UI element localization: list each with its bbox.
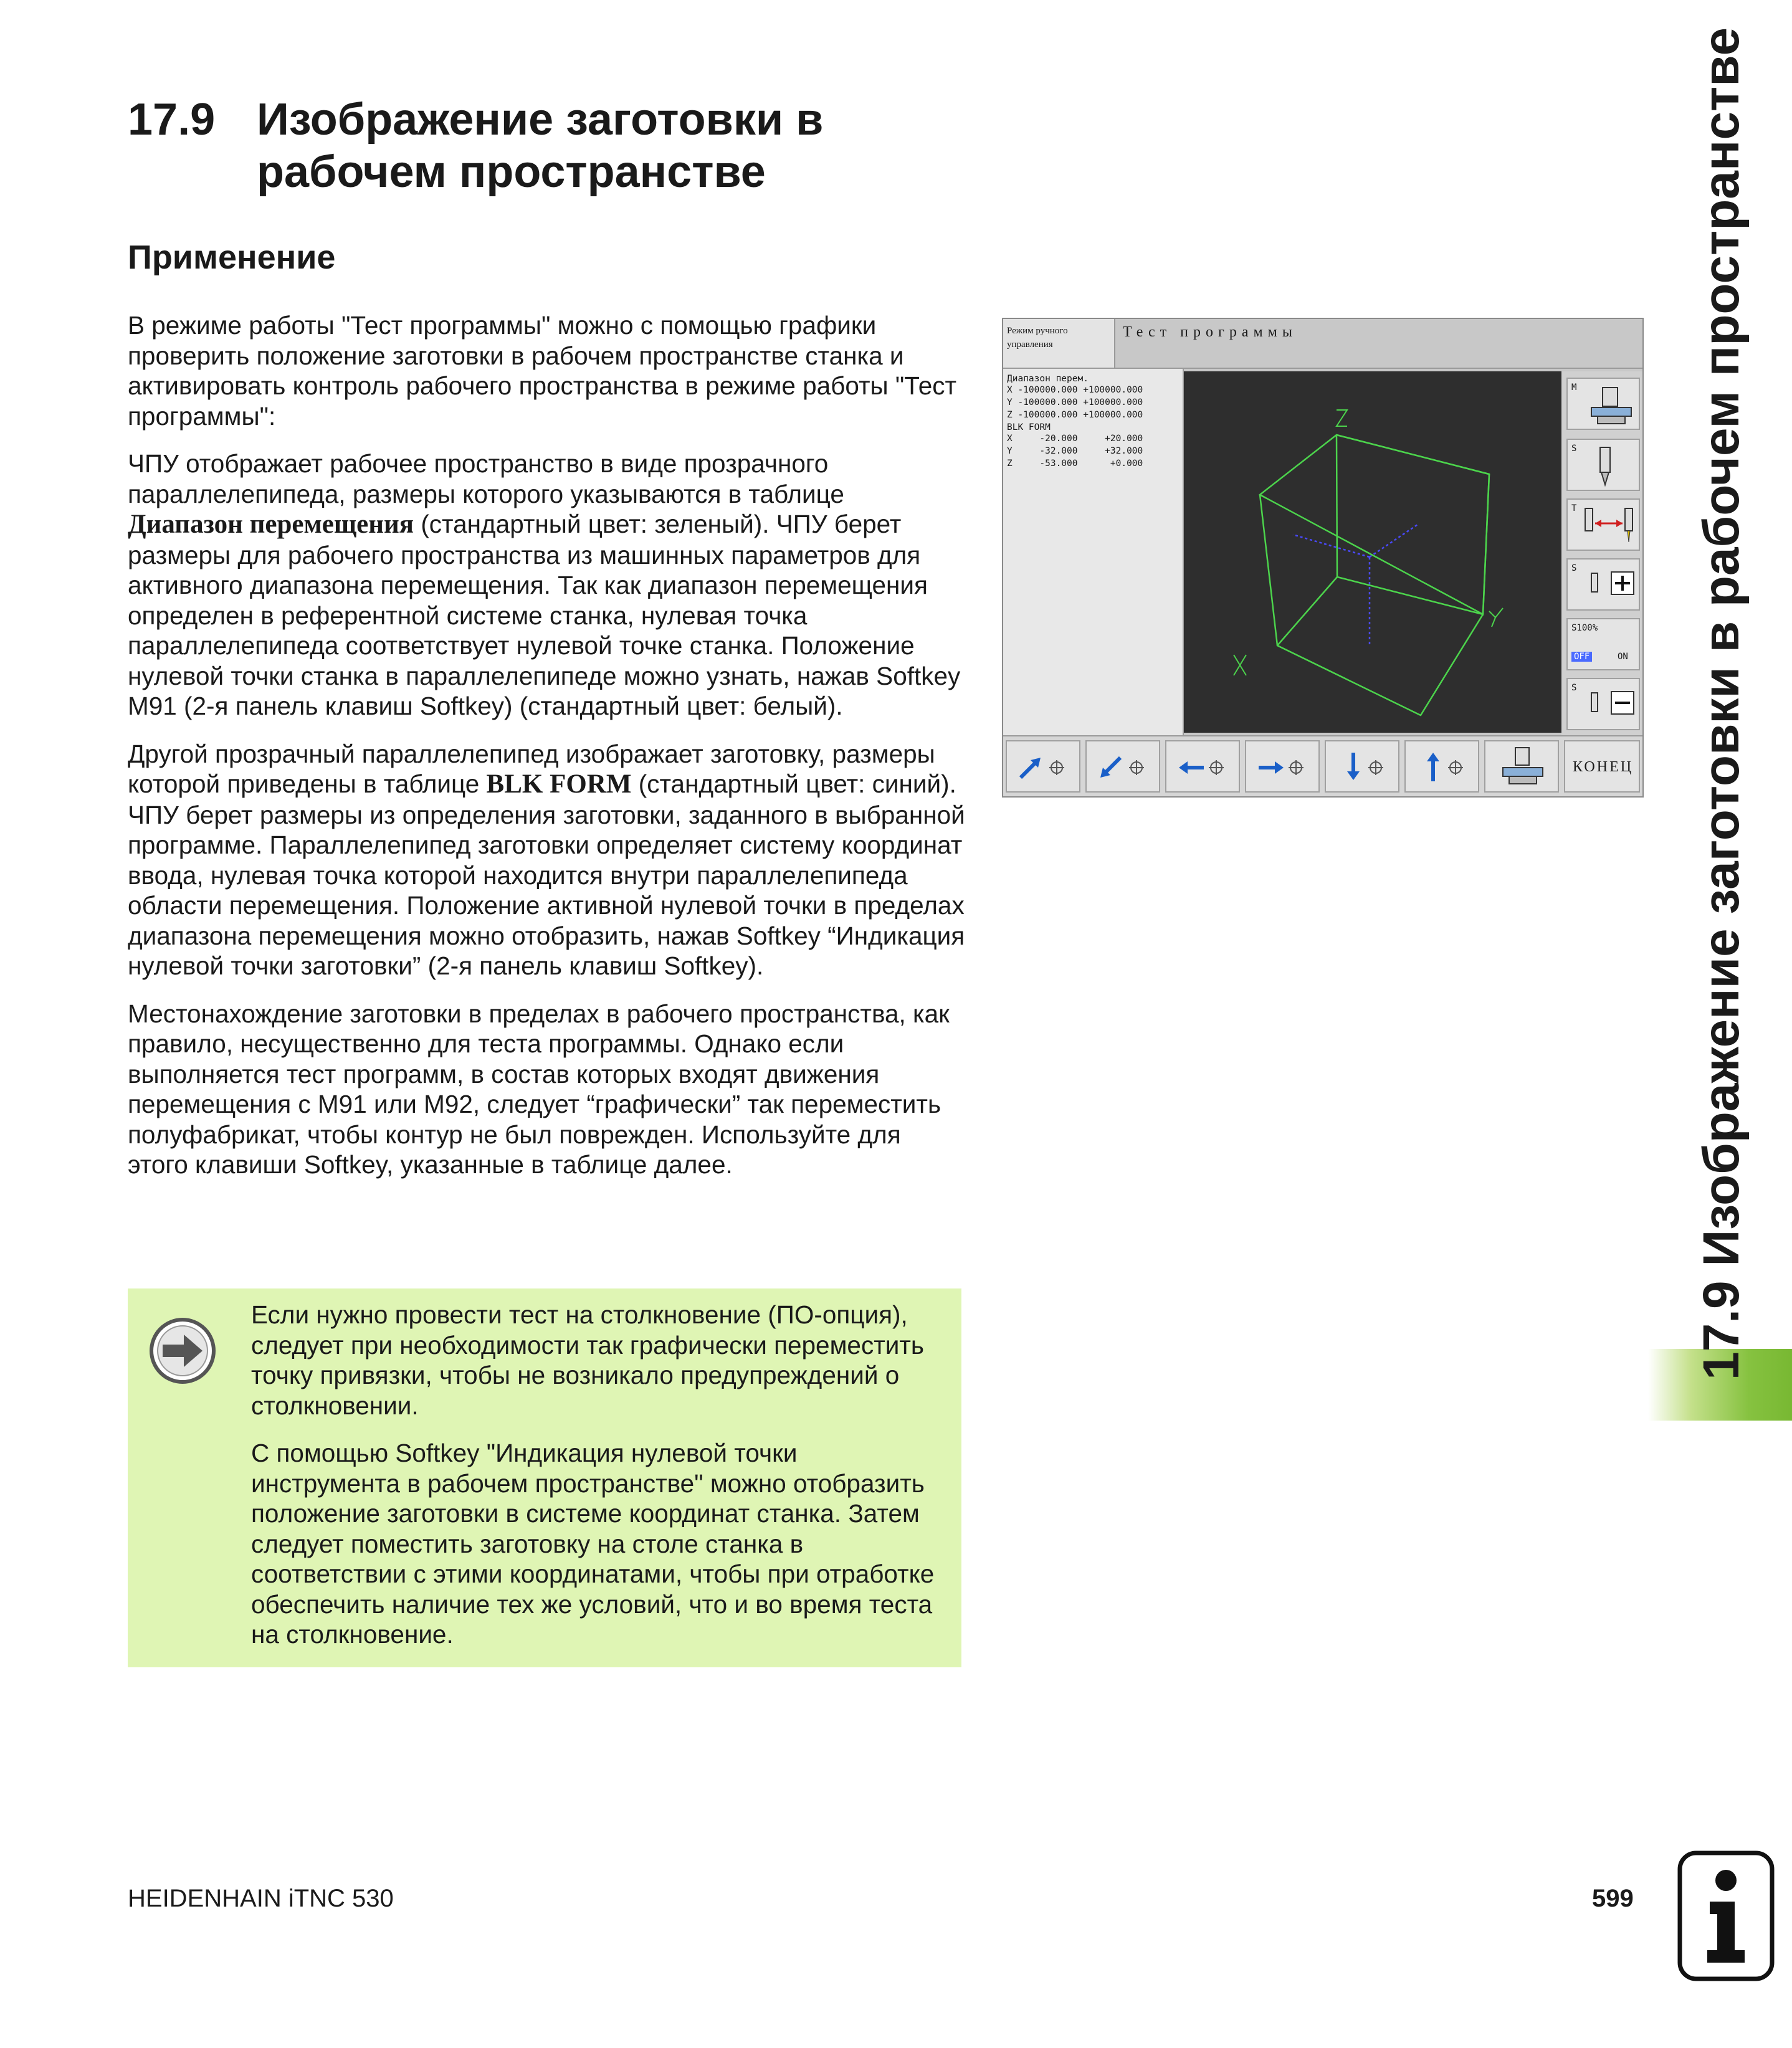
paragraph-3 — [128, 739, 966, 981]
term-blk-form: BLK FORM — [486, 769, 632, 799]
softkey-end[interactable] — [1564, 740, 1640, 793]
minus-icon — [1585, 688, 1637, 725]
softkey-override-label: S100% — [1571, 623, 1598, 633]
blk-max: +20.000 — [1083, 434, 1143, 444]
blk-row — [1007, 434, 1143, 444]
range-row — [1007, 410, 1143, 420]
blk-axis: Y — [1007, 446, 1018, 456]
softkey-speed-plus-label: S — [1571, 563, 1577, 573]
mode-small — [1003, 319, 1115, 369]
vertical-softkey-bar — [1561, 371, 1642, 735]
side-chapter-title: 17.9 Изображение заготовки в рабочем пространстве — [1693, 27, 1750, 1380]
range-max: +100000.000 — [1083, 398, 1143, 407]
blk-row — [1007, 446, 1143, 456]
blk-max: +0.000 — [1083, 459, 1143, 469]
axis-label-z-mark — [1337, 410, 1347, 426]
softkey-spindle[interactable] — [1566, 439, 1640, 491]
softkey-reset-position[interactable] — [1484, 740, 1559, 793]
softkey-move-down-left[interactable] — [1085, 740, 1160, 793]
machine-table-icon — [1498, 745, 1548, 790]
page-number: 599 — [1592, 1885, 1634, 1912]
section-number: 17.9 — [128, 95, 216, 145]
softkey-speed-minus[interactable] — [1566, 678, 1640, 730]
axis-label-y-mark — [1489, 608, 1503, 627]
range-row — [1007, 385, 1143, 395]
info-icon — [1677, 1850, 1775, 1981]
softkey-m91[interactable] — [1566, 378, 1640, 430]
paragraph-1: В режиме работы "Тест программы" можно с помощью графики проверить положение заготовки в рабочем пространстве станка и активировать контроль рабочего пространства в режиме работы "Тест программы": — [128, 311, 957, 431]
blk-axis: X — [1007, 434, 1018, 444]
plus-icon — [1585, 568, 1637, 606]
workspace-graphic — [1184, 371, 1561, 733]
range-max: +100000.000 — [1083, 385, 1143, 395]
softkey-speed-plus[interactable] — [1566, 558, 1640, 611]
horizontal-softkey-bar — [1003, 735, 1642, 796]
range-title: Диапазон перем. — [1007, 374, 1089, 384]
arrow-down-icon — [1335, 749, 1392, 786]
range-axis: X — [1007, 385, 1018, 395]
softkey-move-down[interactable] — [1325, 740, 1399, 793]
blk-max: +32.000 — [1083, 446, 1143, 456]
blk-row — [1007, 459, 1143, 469]
note-text — [251, 1300, 949, 1667]
arrow-left-icon — [1175, 753, 1232, 783]
subheading: Применение — [128, 239, 336, 276]
note-paragraph-2: С помощью Softkey "Индикация нулевой точки инструмента в рабочем пространстве" можно отобразить положение заготовки в системе координат станка. Затем следует поместить заготовку на столе станка в соответствии с этими координатами, чтобы при отработке обеспечить наличие тех же условий, что и во время теста на столкновение. — [251, 1439, 935, 1649]
arrow-up-icon — [1414, 749, 1472, 786]
note-paragraph-1: Если нужно провести тест на столкновение (ПО-опция), следует при необходимости так графически переместить точку привязки, чтобы не возникало предупреждений о столкновении. — [251, 1300, 925, 1420]
travel-range-box — [1260, 435, 1489, 715]
footer-product: HEIDENHAIN iTNC 530 — [128, 1885, 394, 1912]
softkey-tool-label: T — [1571, 503, 1577, 513]
arrow-up-right-icon — [1016, 753, 1073, 783]
softkey-override-toggle[interactable] — [1566, 618, 1640, 670]
range-min: -100000.000 — [1018, 385, 1084, 395]
paragraph-3-text-a: Другой прозрачный параллелепипед изображает заготовку, размеры которой приведены в таблице — [128, 739, 935, 798]
toggle-on-label: ON — [1618, 652, 1628, 662]
body-text — [128, 310, 966, 1198]
range-min: -100000.000 — [1018, 410, 1084, 420]
paragraph-2 — [128, 449, 966, 722]
section-title: Изображение заготовки в рабочем пространстве — [257, 95, 824, 197]
range-row — [1007, 398, 1143, 407]
paragraph-2-text-a: ЧПУ отображает рабочее пространство в виде прозрачного параллелепипеда, размеры которого указываются в таблице — [128, 449, 844, 508]
mode-small-line-2: управления — [1007, 340, 1053, 350]
softkey-move-up-right[interactable] — [1006, 740, 1080, 793]
softkey-m91-label: M — [1571, 383, 1577, 393]
term-travel-range: Диапазон перемещения — [128, 510, 414, 539]
machine-table-icon — [1586, 385, 1636, 427]
arrow-down-left-icon — [1095, 753, 1153, 783]
paragraph-2-text-b: (стандартный цвет: зеленый). ЧПУ берет размеры для рабочего пространства из машинных параметров для активного диапазона перемещения. Так как диапазон перемещения определен в референтной системе станка, нулевая точка параллелепипеда соответствует нулевой точке станка. Положение нулевой точки станка в параллелепипеде можно узнать, нажав Softkey M91 (2-я панель клавиш Softkey) (стандартный цвет: белый). — [128, 510, 961, 720]
softkey-speed-minus-label: S — [1571, 683, 1577, 693]
range-max: +100000.000 — [1083, 410, 1143, 420]
blk-min: -32.000 — [1018, 446, 1084, 456]
softkey-move-left[interactable] — [1165, 740, 1240, 793]
paragraph-3-text-b: (стандартный цвет: синий). ЧПУ берет размеры из определения заготовки, заданного в выбранной программе. Параллелепипед заготовки определяет систему координат ввода, нулевая точка которой находится внутри параллелепипеда области перемещения. Положение активной нулевой точки в пределах диапазона перемещения можно отобразить, нажав Softkey “Индикация нулевой точки заготовки” (2-я панель клавиш Softkey). — [128, 769, 965, 980]
blk-min: -20.000 — [1018, 434, 1084, 444]
blk-title: BLK FORM — [1007, 422, 1051, 432]
softkey-spindle-label: S — [1571, 444, 1577, 454]
paragraph-4: Местонахождение заготовки в пределах в рабочего пространства, как правило, несущественно для теста программы. Однако если выполняется тест программ, в состав которых входят движения перемещения с M91 или M92, следует “графически” так переместить полуфабрикат, чтобы контур не был поврежден. Используйте для этого клавиши Softkey, указанные в таблице далее. — [128, 999, 950, 1179]
arrow-right-move-icon — [1255, 753, 1312, 783]
control-screenshot — [1002, 318, 1644, 798]
tool-compare-icon — [1581, 505, 1639, 550]
end-key-label: КОНЕЦ — [1573, 759, 1634, 775]
status-panel — [1003, 369, 1184, 735]
spindle-icon — [1593, 445, 1618, 490]
toggle-off-label: OFF — [1571, 652, 1592, 662]
mode-main: Тест программы — [1115, 319, 1642, 369]
range-axis: Y — [1007, 398, 1018, 407]
softkey-move-right[interactable] — [1245, 740, 1320, 793]
blk-min: -53.000 — [1018, 459, 1084, 469]
axis-label-x-mark — [1234, 655, 1246, 675]
blk-axis: Z — [1007, 459, 1018, 469]
mode-small-line-1: Режим ручного — [1007, 326, 1068, 336]
range-axis: Z — [1007, 410, 1018, 420]
softkey-tool[interactable] — [1566, 498, 1640, 551]
arrow-right-icon — [148, 1316, 217, 1386]
range-min: -100000.000 — [1018, 398, 1084, 407]
softkey-move-up[interactable] — [1404, 740, 1479, 793]
